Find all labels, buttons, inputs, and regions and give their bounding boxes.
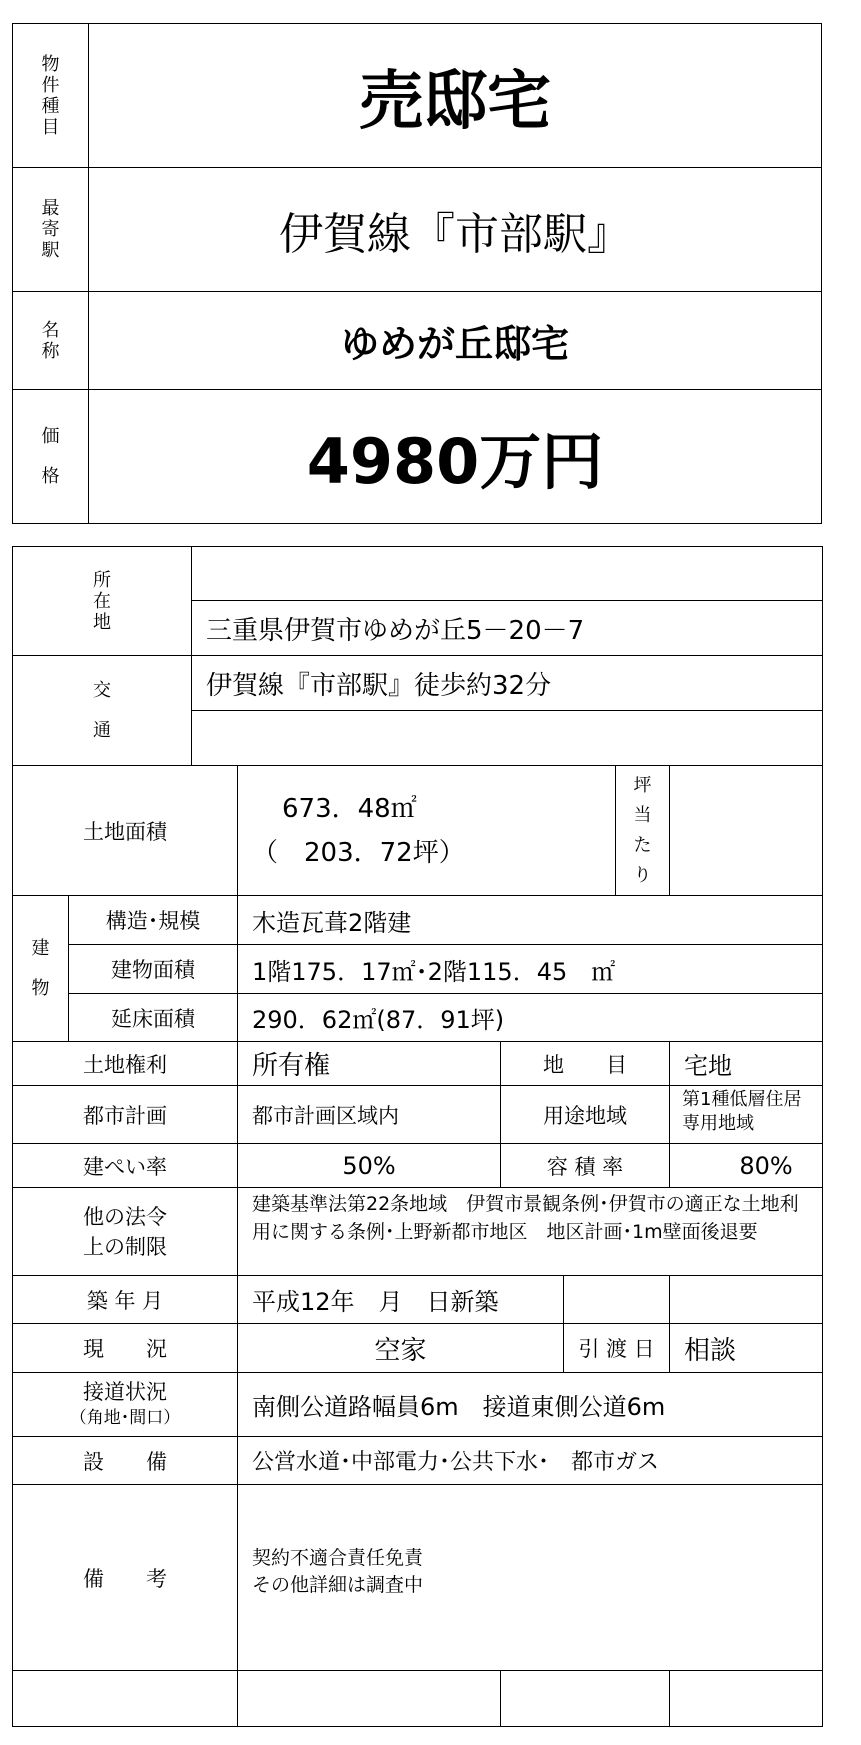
bcr-label: 建ぺい率 <box>13 1144 238 1188</box>
transport-label: 交通 <box>92 679 111 741</box>
location-label-cell <box>13 547 192 656</box>
transport-line2 <box>192 711 823 766</box>
location-line1 <box>192 547 823 601</box>
road-value: 南側公道路幅員6m 接道東側公道6m <box>238 1373 823 1437</box>
city-plan-value: 都市計画区域内 <box>238 1086 501 1144</box>
land-area-tsubo: （ 203．72坪） <box>252 837 465 868</box>
restrictions-value: 建築基準法第22条地域 伊賀市景観条例･伊賀市の適正な土地利用に関する条例･上野新都市地区 地区計画･1m壁面後退要 <box>238 1188 823 1276</box>
structure-value: 木造瓦葺2階建 <box>238 896 823 945</box>
far-label: 容 積 率 <box>501 1144 670 1188</box>
station-label: 最寄駅 <box>41 198 60 261</box>
land-cat-value: 宅地 <box>670 1042 823 1086</box>
built-empty-1 <box>564 1276 670 1324</box>
building-label: 建物 <box>31 937 50 999</box>
handover-label: 引 渡 日 <box>564 1324 670 1373</box>
price-value: 4980万円 <box>89 390 822 524</box>
road-sublabel: （角地･間口） <box>69 1407 181 1428</box>
empty-cell-2 <box>238 1671 501 1727</box>
remarks-line2: その他詳細は調査中 <box>252 1573 424 1596</box>
land-area-cell <box>238 766 616 896</box>
building-label-cell <box>13 896 69 1042</box>
empty-cell-4 <box>670 1671 823 1727</box>
remarks-label: 備 考 <box>13 1485 238 1671</box>
station-label-cell <box>13 168 89 292</box>
type-value: 売邸宅 <box>89 24 822 168</box>
name-label: 名称 <box>41 319 60 362</box>
restrictions-label-1: 他の法令 <box>83 1204 167 1229</box>
status-label: 現 況 <box>13 1324 238 1373</box>
land-cat-label: 地 目 <box>501 1042 670 1086</box>
road-label: 接道状況 <box>83 1379 167 1404</box>
empty-cell-3 <box>501 1671 670 1727</box>
facilities-value: 公営水道･中部電力･公共下水･ 都市ガス <box>238 1437 823 1485</box>
facilities-label: 設 備 <box>13 1437 238 1485</box>
remarks-line1: 契約不適合責任免責 <box>252 1546 424 1569</box>
location-label: 所在地 <box>92 569 111 633</box>
far-value: 80% <box>670 1144 823 1188</box>
summary-table <box>12 23 822 524</box>
road-label-cell <box>13 1373 238 1437</box>
land-area-m2: 673．48㎡ <box>282 793 417 824</box>
built-label: 築 年 月 <box>13 1276 238 1324</box>
name-value: ゆめが丘邸宅 <box>89 292 822 390</box>
station-value: 伊賀線『市部駅』 <box>89 168 822 292</box>
use-zone-label: 用途地域 <box>501 1086 670 1144</box>
bldg-area-label: 建物面積 <box>69 945 238 994</box>
transport-label-cell <box>13 656 192 766</box>
details-table <box>12 546 823 1727</box>
floor-area-label: 延床面積 <box>69 994 238 1042</box>
restrictions-label-2: 上の制限 <box>83 1234 167 1259</box>
price-label: 価格 <box>41 425 60 487</box>
built-empty-2 <box>670 1276 823 1324</box>
status-value: 空家 <box>238 1324 564 1373</box>
floor-area-value: 290．62㎡(87．91坪) <box>238 994 823 1042</box>
remarks-cell <box>238 1485 823 1671</box>
land-right-value: 所有権 <box>238 1042 501 1086</box>
bcr-value: 50% <box>238 1144 501 1188</box>
per-tsubo-label-cell <box>616 766 670 896</box>
name-label-cell <box>13 292 89 390</box>
use-zone-value: 第1種低層住居専用地域 <box>670 1086 823 1144</box>
land-area-label: 土地面積 <box>13 766 238 896</box>
per-tsubo-label: 坪当たり <box>633 774 652 886</box>
location-line2: 三重県伊賀市ゆめが丘5－20－7 <box>192 601 823 656</box>
type-label: 物件種目 <box>41 53 60 138</box>
restrictions-label-cell <box>13 1188 238 1276</box>
type-label-cell <box>13 24 89 168</box>
bldg-area-value: 1階175．17㎡･2階115．45 ㎡ <box>238 945 823 994</box>
handover-value: 相談 <box>670 1324 823 1373</box>
transport-line1: 伊賀線『市部駅』徒歩約32分 <box>192 656 823 711</box>
price-label-cell <box>13 390 89 524</box>
per-tsubo-value <box>670 766 823 896</box>
structure-label: 構造･規模 <box>69 896 238 945</box>
land-right-label: 土地権利 <box>13 1042 238 1086</box>
built-value: 平成12年 月 日新築 <box>238 1276 564 1324</box>
city-plan-label: 都市計画 <box>13 1086 238 1144</box>
empty-cell-1 <box>13 1671 238 1727</box>
